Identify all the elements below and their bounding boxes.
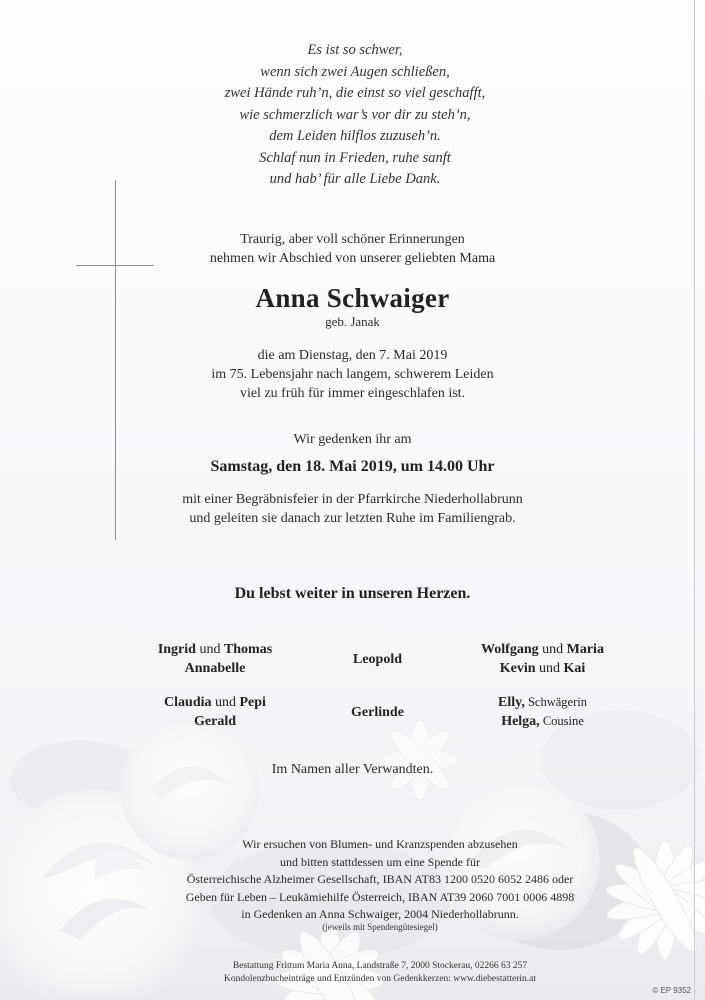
- death-line: im 75. Lebensjahr nach langem, schwerem Leiden: [211, 367, 494, 382]
- intro-line: nehmen wir Abschied von unserer geliebten Mama: [209, 251, 496, 266]
- donation-note: (jeweils mit Spendengütesiegel): [322, 922, 438, 932]
- donation-request: [0, 836, 705, 924]
- poem: [150, 40, 560, 191]
- family-name: Kai: [563, 661, 586, 676]
- family-conj: und: [195, 642, 224, 657]
- family-conj: und: [211, 695, 240, 710]
- family-name: Kevin: [499, 661, 536, 676]
- family-name: Leopold: [352, 652, 402, 667]
- donation-line: Österreichische Alzheimer Gesellschaft, IBAN AT83 1200 0520 6052 2486 oder: [186, 872, 574, 886]
- poem-line: und hab’ für alle Liebe Dank.: [269, 171, 441, 187]
- undertaker-line: Bestattung Frittum Maria Anna, Landstraße 7, 2000 Stockerau, 02266 63 257: [232, 961, 528, 971]
- maiden-name: geb. Janak: [325, 314, 380, 329]
- family-group-claudia: [115, 693, 315, 731]
- intro-text: [0, 230, 705, 268]
- family-name: Annabelle: [184, 661, 246, 676]
- family-group-ingrid: [115, 640, 315, 678]
- family-name: Gerlinde: [351, 705, 404, 720]
- death-line: viel zu früh für immer eingeschlafen ist.: [239, 386, 466, 401]
- death-line: die am Dienstag, den 7. Mai 2019: [257, 348, 448, 363]
- family-name: Maria: [566, 642, 604, 657]
- family-name: Claudia: [164, 695, 212, 710]
- family-group-leopold: [315, 650, 440, 669]
- poem-line: wenn sich zwei Augen schließen,: [260, 63, 450, 80]
- poem-line: wie schmerzlich war’s vor dir zu steh’n,: [239, 106, 471, 123]
- family-name: Pepi: [239, 695, 266, 710]
- family-role: Cousine: [539, 714, 584, 728]
- undertaker-line: Kondolenzbucheinträge und Entzünden von Gedenkkerzen: www.diebestatterin.at: [224, 974, 536, 984]
- motto: Du lebst weiter in unseren Herzen.: [234, 585, 471, 602]
- family-group-wolfgang: [445, 640, 640, 678]
- death-text: [0, 346, 705, 403]
- family-conj: und: [538, 642, 567, 657]
- family-name: Elly,: [498, 695, 525, 710]
- family-role: Schwägerin: [524, 695, 587, 709]
- family-conj: und: [535, 661, 564, 676]
- family-name: Helga,: [501, 714, 540, 729]
- family-name: Ingrid: [157, 642, 196, 657]
- poem-line: zwei Hände ruh’n, die einst so viel geschafft,: [224, 85, 486, 101]
- ceremony-text: [0, 490, 705, 528]
- undertaker-info: [0, 960, 705, 986]
- family-name: Thomas: [223, 642, 273, 657]
- document-code: © EP 9352: [652, 986, 691, 995]
- ceremony-line: mit einer Begräbnisfeier in der Pfarrkirche Niederhollabrunn: [182, 492, 523, 507]
- donation-line: Geben für Leben – Leukämiehilfe Österreich, IBAN AT39 2060 7001 0006 4898: [185, 889, 575, 904]
- poem-line: Schlaf nun in Frieden, ruhe sanft: [259, 149, 451, 166]
- donation-line: und bitten stattdessen um eine Spende für: [280, 854, 480, 869]
- family-group-gerlinde: [315, 703, 440, 722]
- poem-line: Es ist so schwer,: [307, 42, 403, 58]
- donation-line: in Gedenken an Anna Schwaiger, 2004 Niederhollabrunn.: [241, 907, 519, 921]
- deceased-name: Anna Schwaiger: [255, 283, 450, 313]
- family-group-elly: [445, 693, 640, 731]
- intro-line: Traurig, aber voll schöner Erinnerungen: [240, 232, 465, 247]
- remember-text: Wir gedenken ihr am: [293, 432, 412, 447]
- funeral-date: Samstag, den 18. Mai 2019, um 14.00 Uhr: [210, 458, 495, 475]
- relatives-text: Im Namen aller Verwandten.: [271, 762, 434, 777]
- ceremony-line: und geleiten sie danach zur letzten Ruhe im Familiengrab.: [189, 511, 516, 526]
- family-name: Wolfgang: [481, 642, 539, 657]
- family-name: Gerald: [194, 714, 236, 729]
- poem-line: dem Leiden hilflos zuzuseh’n.: [269, 128, 441, 144]
- donation-line: Wir ersuchen von Blumen- und Kranzspenden abzusehen: [242, 837, 518, 851]
